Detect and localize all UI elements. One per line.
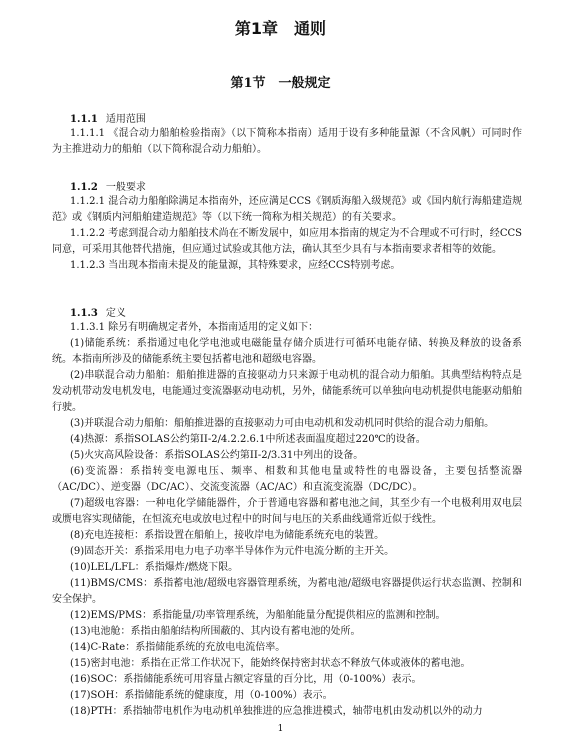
heading-number: 1.1.3 bbox=[70, 308, 98, 319]
definition-item: (17)SOH：系指储能系统的健康度，用（0-100%）表示。 bbox=[70, 690, 333, 701]
paragraph-1-1-2-3: 1.1.2.3 当出现本指南未提及的能量源，其特殊要求，应经CCS特别考虑。 bbox=[70, 260, 401, 271]
heading-title: 适用范围 bbox=[105, 114, 146, 125]
heading-1-1-2 bbox=[70, 178, 146, 193]
section-1-1-2-body bbox=[52, 194, 522, 274]
definition-item: (5)火灾高风险设备：系指SOLAS公约第II-2/3.31中列出的设备。 bbox=[70, 450, 364, 461]
definition-item: (2)串联混合动力船舶：船舶推进器的直接驱动力只来源于电动机的混合动力船舶。其典型结构特点是发动机带动发电机发电，电能通过变流器驱动电动机，另外，储能系统可以单独向电动机提供电能驱动船舶行驶。 bbox=[52, 370, 522, 413]
definition-item: (18)PTH：系指轴带电机作为电动机单独推进的应急推进模式，轴带电机由发动机以外的动力 bbox=[70, 706, 483, 717]
paragraph-text: 1.1.1.1 《混合动力船舶检验指南》（以下简称本指南）适用于设有多种能量源（不含风帆）可同时作为主推进动力的船舶（以下简称混合动力船舶）。 bbox=[52, 128, 522, 155]
heading-1-1-1 bbox=[70, 110, 146, 125]
section-1-1-3-body bbox=[52, 320, 522, 720]
definition-item: (16)SOC：系指储能系统可用容量占额定容量的百分比，用（0-100%）表示。 bbox=[70, 674, 422, 685]
definition-item: (11)BMS/CMS：系指蓄电池/超级电容器管理系统，为蓄电池/超级电容器提供运行状态监测、控制和安全保护。 bbox=[52, 578, 522, 605]
definition-item: (8)充电连接柜：系指设置在船舶上，接收岸电为储能系统充电的装置。 bbox=[70, 530, 385, 541]
chapter-title: 第1章 通则 bbox=[234, 19, 327, 38]
definition-item: (6)变流器：系指转变电源电压、频率、相数和其他电量或特性的电器设备，主要包括整流器（AC/DC）、逆变器（DC/AC）、交流变流器（AC/AC）和直流变流器（DC/DC）。 bbox=[52, 466, 522, 493]
definition-item: (13)电池舱：系指由船舶结构所围蔽的、其内设有蓄电池的处所。 bbox=[70, 626, 361, 637]
heading-number: 1.1.2 bbox=[70, 182, 98, 193]
section-title: 第1节 一般规定 bbox=[230, 76, 331, 91]
definition-item: (4)热源：系指SOLAS公约第II-2/4.2.2.6.1中所述表面温度超过220℃的设备。 bbox=[70, 434, 426, 445]
paragraph-1-1-2-1: 1.1.2.1 混合动力船舶除满足本指南外，还应满足CCS《钢质海船入级规范》或《国内航行海船建造规范》或《钢质内河船舶建造规范》等（以下统一简称为相关规范）的有关要求。 bbox=[52, 196, 522, 223]
heading-1-1-3 bbox=[70, 304, 126, 319]
paragraph-1-1-3-1: 1.1.3.1 除另有明确规定者外，本指南适用的定义如下： bbox=[70, 322, 319, 333]
definition-item: (12)EMS/PMS：系指能量/功率管理系统，为船舶能量分配提供相应的监测和控制。 bbox=[70, 610, 446, 621]
heading-number: 1.1.1 bbox=[70, 114, 98, 125]
heading-title: 一般要求 bbox=[105, 182, 146, 193]
definition-item: (10)LEL/LFL：系指爆炸/燃烧下限。 bbox=[70, 562, 239, 573]
definition-item: (14)C-Rate：系指储能系统的充放电电流倍率。 bbox=[70, 642, 286, 653]
paragraph-1-1-2-2: 1.1.2.2 考虑到混合动力船舶技术尚在不断发展中，如应用本指南的规定为不合理或不可行时，经CCS同意，可采用其他替代措施，但应通过试验或其他方法，确认其至少具有与本指南要求者相等的效能。 bbox=[52, 228, 522, 255]
definition-item: (9)固态开关：系指采用电力电子功率半导体作为元件电流分断的主开关。 bbox=[70, 546, 395, 557]
definition-item: (1)储能系统：系指通过电化学电池或电磁能量存储介质进行可循环电能存储、转换及释放的设备系统。本指南所涉及的储能系统主要包括蓄电池和超级电容器。 bbox=[52, 338, 522, 365]
definition-item: (3)并联混合动力船舶：船舶推进器的直接驱动力可由电动机和发动机同时供给的混合动力船舶。 bbox=[70, 418, 495, 429]
heading-title: 定义 bbox=[105, 308, 126, 319]
definition-item: (7)超级电容器：一种电化学储能器件，介于普通电容器和蓄电池之间，其至少有一个电极利用双电层或赝电容实现储能，在恒流充电或放电过程中的时间与电压的关系曲线通常近似于线性。 bbox=[52, 498, 522, 525]
paragraph-1-1-1-1 bbox=[52, 126, 522, 158]
page-number: 1 bbox=[277, 724, 284, 734]
definition-item: (15)密封电池：系指在正常工作状况下，能始终保持密封状态不释放气体或液体的蓄电池。 bbox=[70, 658, 471, 669]
